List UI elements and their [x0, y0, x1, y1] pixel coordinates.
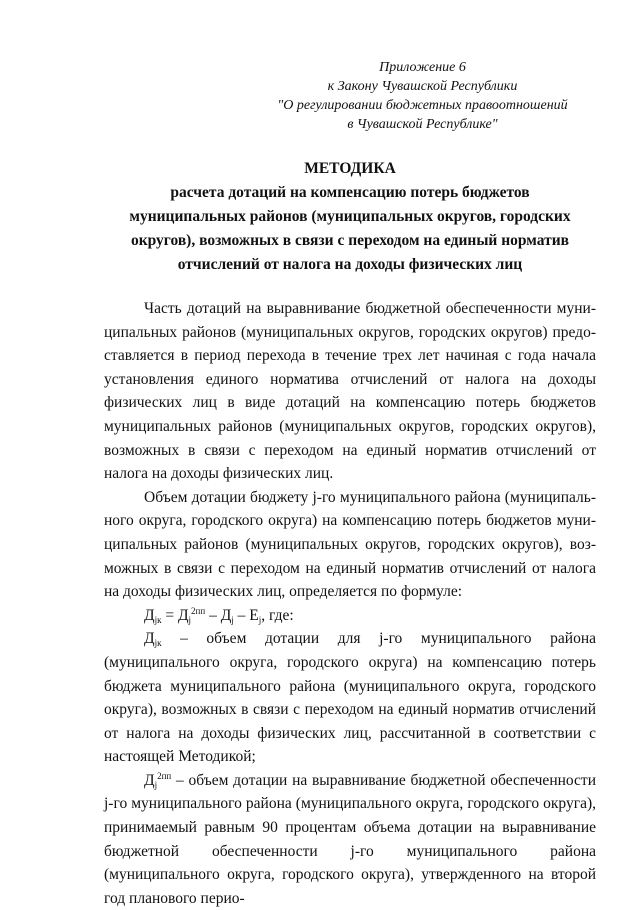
title-line-1: расчета дотаций на компенсацию потерь бюджетов	[170, 184, 530, 201]
paragraph-4	[104, 769, 596, 910]
appendix-line-3: "О регулировании бюджетных правоотношений	[277, 98, 568, 113]
document-title	[100, 157, 600, 277]
formula-eq: = Д	[161, 606, 189, 624]
p4-symbol-sup: 2пп	[157, 770, 172, 781]
formula-lhs: Д	[144, 606, 155, 624]
title-heading: МЕТОДИКА	[304, 160, 396, 177]
paragraph-1: Часть дотаций на выравнивание бюджетной обеспеченности муниципальных районов (муниципальных округов, городских округов) предоставляется в период перехода в течение трех лет начиная с года начала установления единого норматива отчислений от налога на доходы физических лиц в виде дотаций на компенсацию потерь бюджетов муниципальных районов (муниципальных округов, городских округов), возможных в связи с переходом на единый норматив отчислений от налога на доходы физических лиц.	[104, 300, 596, 483]
formula	[104, 604, 596, 628]
p4-symbol-sub: j	[154, 779, 158, 790]
p4-text: – объем дотации на выравнивание бюджетной обеспеченности j-го муниципального района (муниципального округа, городского округа), принимаемый равным 90 процентам объема дотации на выравнивание бюджетной обеспеченности j-го муниципального района (муниципального округа, городского округа), утвержденного на второй год планового перио-	[104, 771, 596, 907]
title-line-3: округов), возможных в связи с переходом на единый норматив	[130, 232, 570, 249]
p3-text: – объем дотации для j-го муниципального района (муниципального округа, городского округа) на компенсацию потерь бюджета муниципального района (муниципального округа, городского округа), возможных в связи с переходом на единый норматив отчислений от налога на доходы физических лиц, рассчитанной в соответствии с настоящей Методикой;	[104, 630, 596, 766]
document-body	[104, 297, 596, 910]
title-line-4: отчислений от налога на доходы физических лиц	[177, 256, 523, 273]
formula-lhs-sub: jк	[154, 614, 162, 625]
formula-e-sub: j	[258, 614, 262, 625]
formula-d-sub: j	[188, 614, 192, 625]
p4-symbol: Д	[144, 771, 155, 789]
title-line-2: муниципальных районов (муниципальных округов, городских	[129, 208, 571, 225]
appendix-line-2: к Закону Чувашской Республики	[327, 79, 518, 94]
p3-symbol: Д	[144, 630, 155, 648]
formula-d2-sub: j	[231, 614, 234, 625]
paragraph-3	[104, 627, 596, 769]
appendix-line-1: Приложение 6	[379, 60, 466, 75]
formula-d-sup: 2пп	[191, 605, 206, 616]
paragraph-2: Объем дотации бюджету j-го муниципального района (муниципального округа, городского округа) на компенсацию потерь бюджетов муниципальных районов (муниципальных округов, городских округов), возможных в связи с переходом на единый норматив отчислений от налога на доходы физических лиц, определяется по формуле:	[104, 488, 596, 601]
formula-tail: , где:	[261, 606, 294, 624]
formula-minus-1: – Д	[205, 606, 232, 624]
p3-symbol-sub: jк	[154, 638, 162, 649]
formula-minus-2: – Е	[233, 606, 259, 624]
appendix-header	[250, 58, 595, 134]
appendix-line-4: в Чувашской Республике"	[347, 117, 498, 132]
